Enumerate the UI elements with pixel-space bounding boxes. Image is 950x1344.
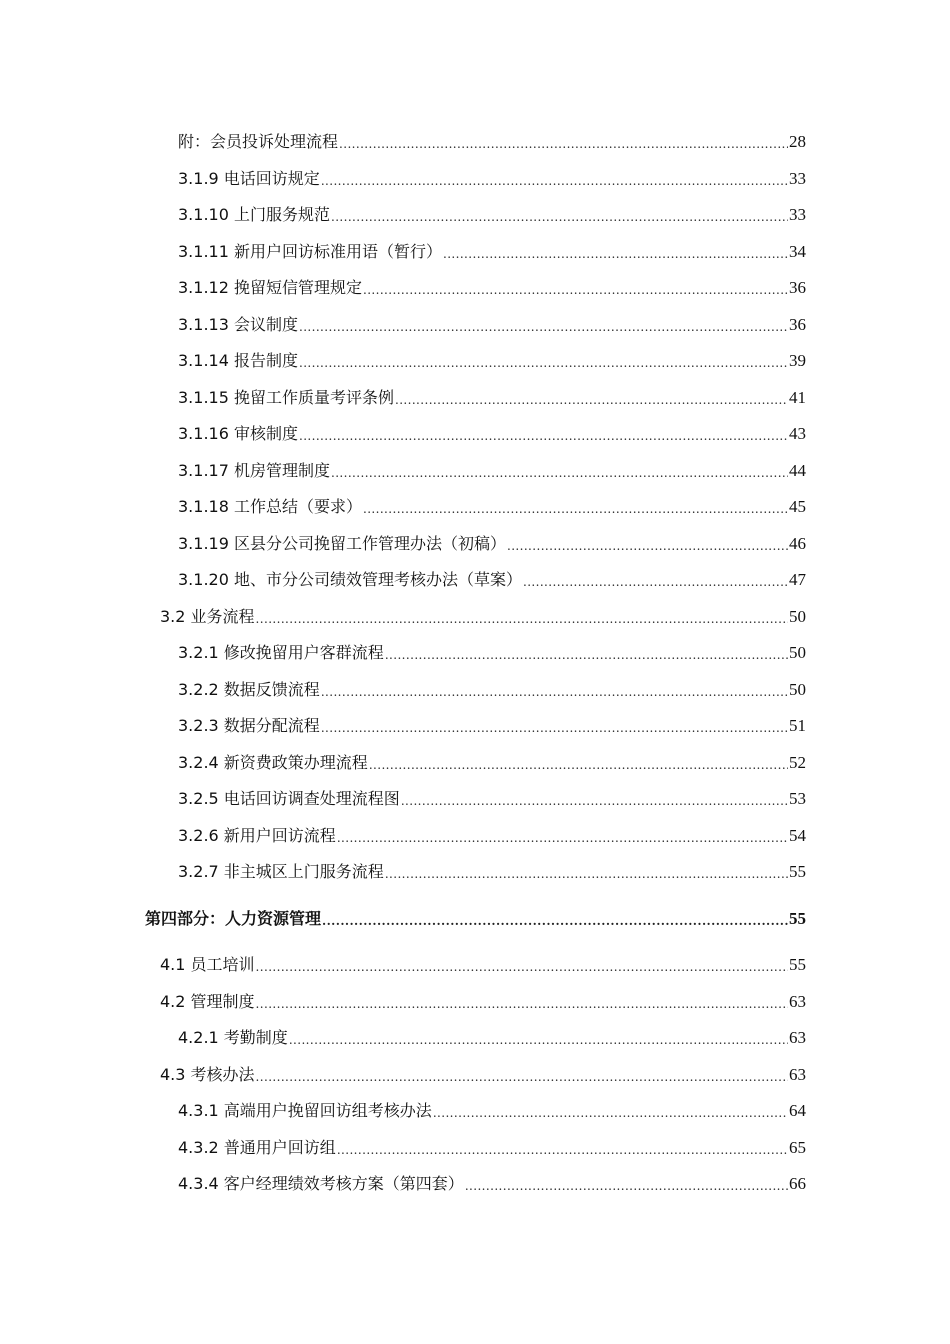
toc-entry[interactable]: [178, 780, 806, 810]
toc-entry-title: 3.1.14 报告制度: [178, 351, 298, 370]
toc-entry-page: 44: [789, 461, 806, 480]
toc-entry-title: 4.3.1 高端用户挽留回访组考核办法: [178, 1101, 432, 1120]
dot-leader: [256, 614, 788, 624]
toc-entry-page: 63: [789, 992, 806, 1011]
toc-entry[interactable]: [178, 342, 806, 372]
toc-entry-title: 3.2.3 数据分配流程: [178, 716, 320, 735]
toc-entry-title: 3.2 业务流程: [160, 607, 255, 626]
toc-entry-title: 第四部分：人力资源管理: [145, 909, 322, 928]
toc-entry-title: 3.2.7 非主城区上门服务流程: [178, 862, 384, 881]
toc-entry-title: 4.2 管理制度: [160, 992, 255, 1011]
toc-entry-page: 64: [789, 1101, 806, 1120]
dot-leader: [385, 869, 788, 879]
toc-entry-title: 3.1.11 新用户回访标准用语（暂行）: [178, 242, 442, 261]
dot-leader: [322, 916, 788, 926]
dot-leader: [299, 322, 788, 332]
dot-leader: [433, 1108, 788, 1118]
toc-entry[interactable]: [178, 1165, 806, 1195]
toc-entry-page: 50: [789, 680, 806, 699]
toc-entry[interactable]: [160, 983, 806, 1013]
toc-entry-title: 4.3.4 客户经理绩效考核方案（第四套）: [178, 1174, 464, 1193]
toc-entry-title: 3.2.6 新用户回访流程: [178, 826, 336, 845]
toc-entry[interactable]: [178, 671, 806, 701]
dot-leader: [256, 1072, 788, 1082]
toc-entry-page: 36: [789, 315, 806, 334]
dot-leader: [331, 468, 788, 478]
toc-entry-page: 43: [789, 424, 806, 443]
toc-entry-title: 3.1.18 工作总结（要求）: [178, 497, 362, 516]
toc-entry-page: 33: [789, 205, 806, 224]
toc-entry-title: 3.1.17 机房管理制度: [178, 461, 330, 480]
toc-entry[interactable]: [178, 561, 806, 591]
dot-leader: [321, 176, 788, 186]
toc-entry-page: 66: [789, 1174, 806, 1193]
toc-entry-page: 47: [789, 570, 806, 589]
toc-entry-page: 65: [789, 1138, 806, 1157]
dot-leader: [363, 285, 788, 295]
toc-entry-page: 36: [789, 278, 806, 297]
toc-entry-title: 附：会员投诉处理流程: [178, 132, 339, 151]
toc-entry-page: 55: [789, 909, 806, 928]
toc-entry-page: 39: [789, 351, 806, 370]
dot-leader: [331, 212, 788, 222]
toc-entry-title: 4.3 考核办法: [160, 1065, 255, 1084]
toc-entry[interactable]: [178, 1019, 806, 1049]
toc-entry-title: 3.1.19 区县分公司挽留工作管理办法（初稿）: [178, 534, 506, 553]
toc-entry[interactable]: [178, 123, 806, 153]
toc-entry-title: 4.3.2 普通用户回访组: [178, 1138, 336, 1157]
toc-entry[interactable]: [160, 1056, 806, 1086]
toc-entry[interactable]: [178, 415, 806, 445]
dot-leader: [443, 249, 788, 259]
dot-leader: [363, 504, 788, 514]
toc-entry-title: 3.2.4 新资费政策办理流程: [178, 753, 368, 772]
toc-entry[interactable]: [160, 598, 806, 628]
toc-entry[interactable]: [178, 1129, 806, 1159]
toc-entry-page: 41: [789, 388, 806, 407]
toc-entry-title: 3.1.10 上门服务规范: [178, 205, 330, 224]
toc-entry[interactable]: [178, 744, 806, 774]
toc-entry[interactable]: [178, 707, 806, 737]
dot-leader: [289, 1035, 788, 1045]
toc-entry-page: 50: [789, 643, 806, 662]
dot-leader: [337, 833, 788, 843]
toc-entry[interactable]: [178, 196, 806, 226]
toc-entry[interactable]: [178, 1092, 806, 1122]
dot-leader: [339, 139, 788, 149]
toc-entry[interactable]: [178, 269, 806, 299]
dot-leader: [337, 1145, 788, 1155]
toc-entry[interactable]: [178, 488, 806, 518]
toc-entry-title: 3.2.1 修改挽留用户客群流程: [178, 643, 384, 662]
toc-entry-page: 45: [789, 497, 806, 516]
toc-entry-page: 63: [789, 1065, 806, 1084]
dot-leader: [299, 358, 788, 368]
toc-entry[interactable]: [178, 817, 806, 847]
dot-leader: [321, 687, 788, 697]
toc-entry-title: 3.1.9 电话回访规定: [178, 169, 320, 188]
toc-entry-page: 54: [789, 826, 806, 845]
dot-leader: [401, 796, 788, 806]
dot-leader: [507, 541, 788, 551]
dot-leader: [299, 431, 788, 441]
toc-entry-title: 4.1 员工培训: [160, 955, 255, 974]
toc-entry-page: 33: [789, 169, 806, 188]
toc-entry-title: 3.1.20 地、市分公司绩效管理考核办法（草案）: [178, 570, 522, 589]
dot-leader: [523, 577, 788, 587]
toc-entry[interactable]: [178, 379, 806, 409]
toc-entry-title: 3.1.13 会议制度: [178, 315, 298, 334]
toc-entry-page: 51: [789, 716, 806, 735]
toc-entry-page: 46: [789, 534, 806, 553]
toc-part-heading[interactable]: [145, 900, 806, 930]
toc-entry-page: 50: [789, 607, 806, 626]
toc-entry[interactable]: [178, 634, 806, 664]
toc-entry[interactable]: [160, 946, 806, 976]
dot-leader: [256, 999, 788, 1009]
dot-leader: [256, 962, 788, 972]
dot-leader: [321, 723, 788, 733]
toc-entry-title: 4.2.1 考勤制度: [178, 1028, 288, 1047]
toc-entry[interactable]: [178, 233, 806, 263]
dot-leader: [385, 650, 788, 660]
toc-entry[interactable]: [178, 525, 806, 555]
toc-entry-page: 52: [789, 753, 806, 772]
toc-entry[interactable]: [178, 160, 806, 190]
toc-entry-page: 63: [789, 1028, 806, 1047]
toc-entry-title: 3.2.5 电话回访调查处理流程图: [178, 789, 400, 808]
dot-leader: [395, 395, 788, 405]
toc-entry-page: 28: [789, 132, 806, 151]
toc-entry-title: 3.1.12 挽留短信管理规定: [178, 278, 362, 297]
toc-entry-title: 3.1.16 审核制度: [178, 424, 298, 443]
toc-entry-page: 55: [789, 955, 806, 974]
toc-entry[interactable]: [178, 853, 806, 883]
dot-leader: [369, 760, 788, 770]
toc-entry-title: 3.2.2 数据反馈流程: [178, 680, 320, 699]
toc-entry-page: 34: [789, 242, 806, 261]
toc-entry-title: 3.1.15 挽留工作质量考评条例: [178, 388, 394, 407]
dot-leader: [465, 1181, 788, 1191]
toc-entry-page: 53: [789, 789, 806, 808]
toc-entry[interactable]: [178, 452, 806, 482]
toc-entry-page: 55: [789, 862, 806, 881]
toc-entry[interactable]: [178, 306, 806, 336]
